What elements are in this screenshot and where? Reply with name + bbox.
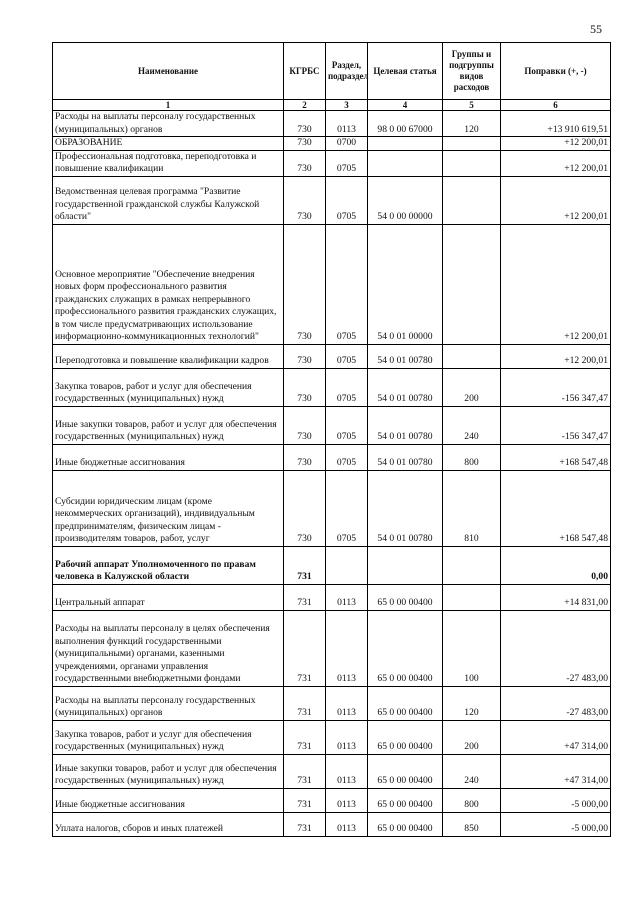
row-amendment: -156 347,47 [501,368,611,406]
row-name: Расходы на выплаты персоналу в целях обеспечения выполнения функций государственными (муниципальными) органами, казенными учреждениями, органами управления государственными внебюджетными фондами [53,610,284,686]
row-name: Уплата налогов, сборов и иных платежей [53,812,284,836]
row-expense-type: 810 [443,470,501,546]
table-row [53,137,611,151]
table-row [53,754,611,788]
row-section: 0705 [326,406,368,444]
row-section: 0113 [326,111,368,137]
column-number: 6 [501,100,611,111]
column-number: 1 [53,100,284,111]
row-amendment: +47 314,00 [501,754,611,788]
row-section: 0700 [326,137,368,151]
table-row [53,720,611,754]
row-section: 0113 [326,788,368,812]
row-name: Ведомственная целевая программа "Развитие государственной гражданской службы Калужской области" [53,176,284,224]
row-expense-type [443,176,501,224]
row-amendment: +168 547,48 [501,470,611,546]
column-number: 2 [284,100,326,111]
row-kgrbs: 730 [284,176,326,224]
row-section: 0705 [326,368,368,406]
row-amendment: +14 831,00 [501,584,611,610]
header-name: Наименование [53,43,284,100]
row-name: Основное мероприятие "Обеспечение внедрения новых форм профессионального развития гражданских служащих в рамках непрерывного профессионального развития гражданских служащих, в том числе предусматривающих использование информационно-коммуникационных технологий" [53,224,284,344]
row-name: Иные закупки товаров, работ и услуг для обеспечения государственных (муниципальных) нужд [53,406,284,444]
row-amendment: -27 483,00 [501,686,611,720]
row-amendment: +12 200,01 [501,137,611,151]
table-row [53,546,611,584]
row-expense-type: 120 [443,686,501,720]
row-amendment: +12 200,01 [501,344,611,368]
row-section [326,546,368,584]
row-section: 0113 [326,812,368,836]
row-amendment: 0,00 [501,546,611,584]
row-target-article: 65 0 00 00400 [368,686,443,720]
row-target-article: 54 0 01 00780 [368,406,443,444]
row-section: 0705 [326,344,368,368]
row-kgrbs: 730 [284,224,326,344]
row-amendment: +13 910 619,51 [501,111,611,137]
row-target-article [368,150,443,176]
row-name: Расходы на выплаты персоналу государственных (муниципальных) органов [53,111,284,137]
row-target-article: 65 0 00 00400 [368,720,443,754]
row-kgrbs: 730 [284,150,326,176]
row-kgrbs: 731 [284,812,326,836]
row-target-article: 65 0 00 00400 [368,812,443,836]
column-number: 4 [368,100,443,111]
table-row [53,584,611,610]
row-kgrbs: 731 [284,686,326,720]
row-target-article: 54 0 01 00780 [368,470,443,546]
row-kgrbs: 730 [284,444,326,470]
row-name: Закупка товаров, работ и услуг для обеспечения государственных (муниципальных) нужд [53,720,284,754]
row-expense-type [443,137,501,151]
table-row [53,444,611,470]
row-expense-type [443,150,501,176]
row-name: Иные закупки товаров, работ и услуг для обеспечения государственных (муниципальных) нужд [53,754,284,788]
table-row [53,150,611,176]
header-amendments: Поправки (+, -) [501,43,611,100]
row-target-article [368,546,443,584]
row-expense-type: 200 [443,368,501,406]
row-kgrbs: 730 [284,368,326,406]
table-row [53,344,611,368]
header-section: Раздел, подраздел [326,43,368,100]
row-amendment: +12 200,01 [501,176,611,224]
row-name: Переподготовка и повышение квалификации кадров [53,344,284,368]
row-kgrbs: 731 [284,610,326,686]
row-name: ОБРАЗОВАНИЕ [53,137,284,151]
row-section: 0113 [326,610,368,686]
row-amendment: +12 200,01 [501,150,611,176]
row-name: Центральный аппарат [53,584,284,610]
header-kgrbs: КГРБС [284,43,326,100]
row-section: 0705 [326,224,368,344]
row-kgrbs: 731 [284,546,326,584]
row-kgrbs: 730 [284,470,326,546]
row-kgrbs: 730 [284,137,326,151]
row-target-article: 65 0 00 00400 [368,610,443,686]
row-section: 0705 [326,444,368,470]
row-section: 0705 [326,176,368,224]
header-target-article: Целевая статья [368,43,443,100]
table-row [53,368,611,406]
column-number: 5 [443,100,501,111]
row-expense-type: 100 [443,610,501,686]
table-row [53,406,611,444]
column-number: 3 [326,100,368,111]
table-row [53,176,611,224]
row-kgrbs: 731 [284,754,326,788]
row-expense-type: 240 [443,754,501,788]
row-expense-type [443,344,501,368]
row-expense-type: 800 [443,788,501,812]
row-target-article: 54 0 01 00780 [368,344,443,368]
row-name: Иные бюджетные ассигнования [53,788,284,812]
row-section: 0113 [326,754,368,788]
row-amendment: -27 483,00 [501,610,611,686]
row-target-article: 98 0 00 67000 [368,111,443,137]
row-name: Иные бюджетные ассигнования [53,444,284,470]
row-name: Рабочий аппарат Уполномоченного по правам человека в Калужской области [53,546,284,584]
table-row [53,224,611,344]
table-row [53,610,611,686]
row-target-article [368,137,443,151]
table-row [53,812,611,836]
row-kgrbs: 730 [284,406,326,444]
row-target-article: 65 0 00 00400 [368,584,443,610]
page-number: 55 [590,22,602,36]
row-amendment: -5 000,00 [501,812,611,836]
row-section: 0705 [326,150,368,176]
row-expense-type: 200 [443,720,501,754]
row-kgrbs: 730 [284,344,326,368]
row-expense-type: 240 [443,406,501,444]
row-expense-type [443,224,501,344]
row-amendment: -156 347,47 [501,406,611,444]
header-expense-type: Группы и подгруппы видов расходов [443,43,501,100]
row-target-article: 54 0 01 00000 [368,224,443,344]
table-row [53,111,611,137]
row-target-article: 65 0 00 00400 [368,754,443,788]
row-amendment: +47 314,00 [501,720,611,754]
row-kgrbs: 731 [284,788,326,812]
budget-amendments-table [52,42,611,837]
row-amendment: +168 547,48 [501,444,611,470]
row-section: 0113 [326,686,368,720]
row-kgrbs: 731 [284,720,326,754]
row-target-article: 54 0 00 00000 [368,176,443,224]
table-row [53,686,611,720]
row-section: 0705 [326,470,368,546]
row-amendment: +12 200,01 [501,224,611,344]
row-target-article: 54 0 01 00780 [368,368,443,406]
row-expense-type: 850 [443,812,501,836]
table-row [53,788,611,812]
row-kgrbs: 730 [284,111,326,137]
row-name: Профессиональная подготовка, переподготовка и повышение квалификации [53,150,284,176]
row-name: Расходы на выплаты персоналу государственных (муниципальных) органов [53,686,284,720]
row-expense-type [443,584,501,610]
row-expense-type [443,546,501,584]
table-row [53,470,611,546]
row-amendment: -5 000,00 [501,788,611,812]
row-expense-type: 800 [443,444,501,470]
row-target-article: 54 0 01 00780 [368,444,443,470]
row-section: 0113 [326,584,368,610]
row-section: 0113 [326,720,368,754]
row-name: Закупка товаров, работ и услуг для обеспечения государственных (муниципальных) нужд [53,368,284,406]
row-name: Субсидии юридическим лицам (кроме некоммерческих организаций), индивидуальным предпринимателям, физическим лицам - производителям товаров, работ, услуг [53,470,284,546]
row-expense-type: 120 [443,111,501,137]
row-kgrbs: 731 [284,584,326,610]
row-target-article: 65 0 00 00400 [368,788,443,812]
